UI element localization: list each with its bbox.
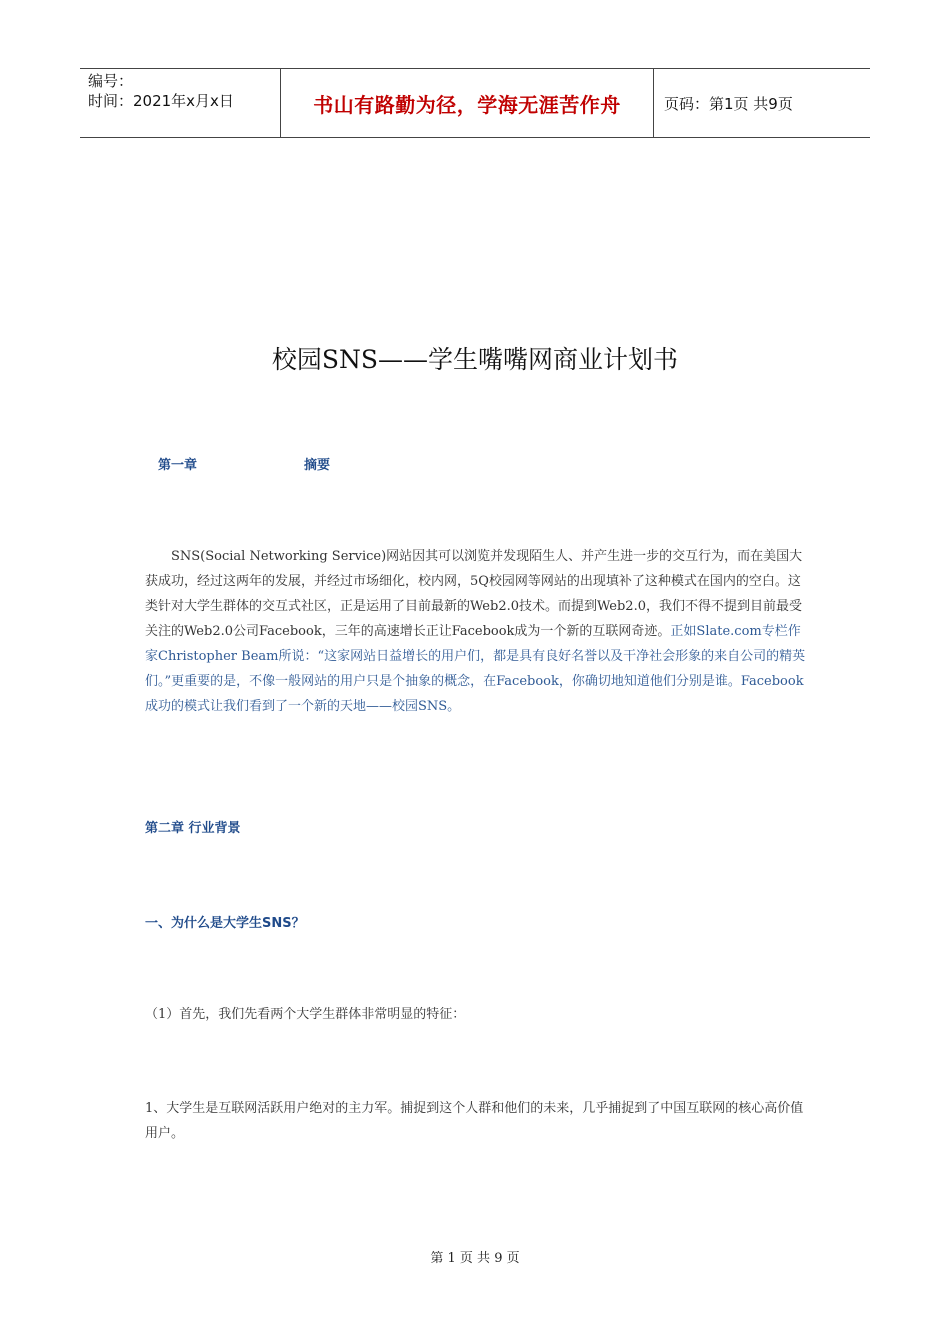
summary-quote-text: 正如Slate.com专栏作家Christopher Beam所说：“这家网站日益增长的用户们，都是具有良好名誉以及干净社会形象的来自公司的精英们。”更重要的是，不像一般网站的用户只是个抽象的概念，在Facebook，你确切地知道他们分别是谁。Facebook成功的模式让我们看到了一个新的天地——校园SNS。 (145, 624, 806, 714)
summary-paragraph (145, 544, 810, 719)
summary-text: SNS(Social Networking Service)网站因其可以浏览并发现陌生人、并产生进一步的交互行为，而在美国大获成功，经过这两年的发展，并经过市场细化，校内网，5Q校园网等网站的出现填补了这种模式在国内的空白。这类针对大学生群体的交互式社区，正是运用了目前最新的Web2.0技术。而提到Web2.0，我们不得不提到目前最受关注的Web2.0公司Facebook，三年的高速增长正让Facebook成为一个新的互联网奇迹。 (145, 549, 803, 639)
number-label: 编号： (88, 72, 134, 90)
page-footer: 第 1 页 共 9 页 (430, 1251, 520, 1266)
header-motto: 书山有路勤为径，学海无涯苦作舟 (281, 69, 654, 137)
chapter1-name: 摘要 (304, 458, 331, 473)
document-title: 校园SNS——学生嘴嘴网商业计划书 (271, 345, 679, 374)
point1-paragraph: 1、大学生是互联网活跃用户绝对的主力军。捕捉到这个人群和他们的未来，几乎捕捉到了中国互联网的核心高价值用户。 (145, 1101, 804, 1141)
date-label: 时间：2021年x月x日 (88, 92, 234, 110)
section1-heading: 一、为什么是大学生SNS？ (145, 916, 305, 931)
chapter1-number: 第一章 (158, 458, 198, 473)
page-header (80, 68, 870, 138)
point-intro: （1）首先，我们先看两个大学生群体非常明显的特征： (145, 1007, 466, 1022)
chapter2-heading: 第二章 行业背景 (145, 821, 241, 836)
header-meta (80, 69, 281, 137)
header-page-label: 页码：第1页 共9页 (664, 94, 793, 113)
